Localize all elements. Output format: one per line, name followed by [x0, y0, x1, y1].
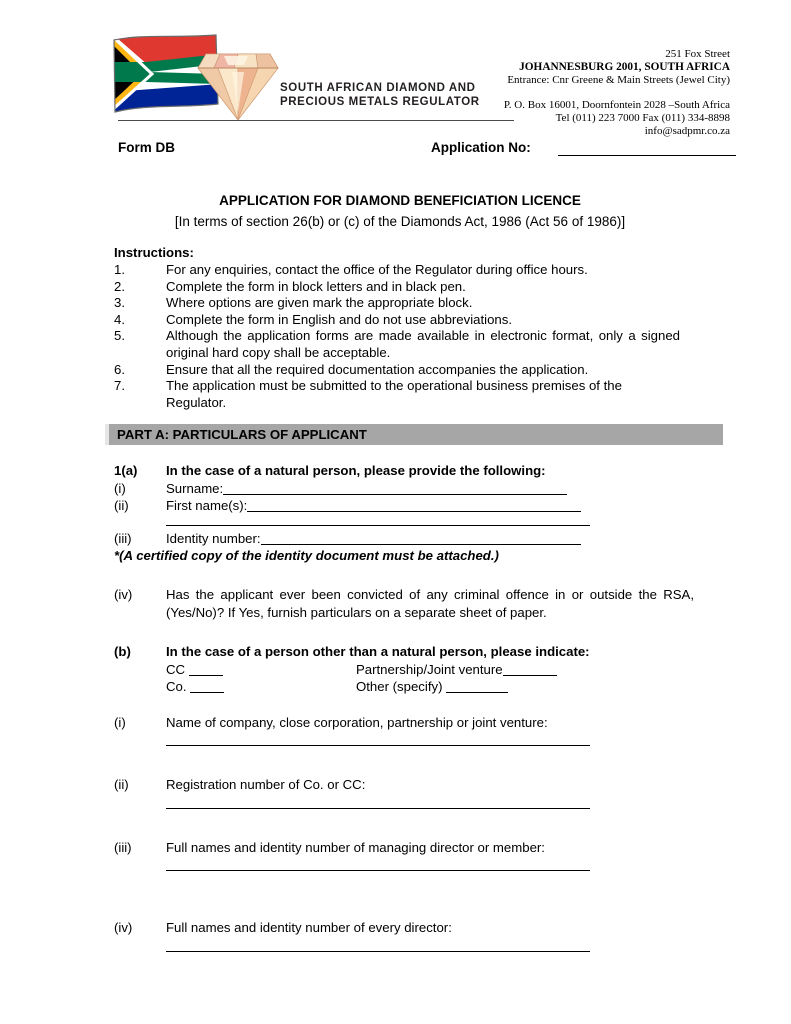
layout-spacer — [114, 871, 694, 901]
question-every-director — [114, 919, 694, 937]
application-no-field[interactable] — [558, 155, 736, 156]
address-block — [430, 48, 730, 138]
partnership-checkbox-line[interactable] — [503, 662, 557, 676]
diamond-icon — [190, 32, 286, 124]
instruction-text: Ensure that all the required documentation accompanies the application. — [166, 361, 589, 377]
application-no-label: Application No: — [431, 140, 531, 155]
question-tag: (b) — [114, 644, 131, 659]
instruction-number: 3. — [114, 295, 125, 311]
page-title: APPLICATION FOR DIAMOND BENEFICIATION LICENCE — [219, 193, 581, 208]
field-tag: (ii) — [114, 498, 129, 513]
field-identity-number — [114, 530, 694, 548]
field-surname — [114, 480, 694, 498]
address-email: info@sadpmr.co.za — [644, 125, 730, 138]
instruction-item — [114, 279, 680, 296]
layout-spacer — [114, 901, 694, 919]
instruction-number: 7. — [114, 378, 125, 394]
field-label: Identity number: — [166, 530, 261, 546]
organisation-name-line2: PRECIOUS METALS REGULATOR — [280, 95, 480, 108]
question-registration-number — [114, 776, 694, 794]
instruction-item — [114, 262, 680, 279]
instruction-item — [114, 378, 680, 411]
option-label: Other (specify) — [356, 679, 443, 694]
instruction-number: 4. — [114, 311, 125, 327]
question-tag: (iv) — [114, 920, 133, 935]
question-1b — [114, 643, 694, 661]
option-label: Co. — [166, 679, 187, 694]
layout-spacer — [114, 794, 694, 808]
instruction-text: Complete the form in English and do not use abbreviations. — [166, 311, 513, 327]
option-label: Partnership/Joint venture — [356, 661, 503, 677]
question-conviction — [114, 586, 694, 621]
instruction-item — [114, 295, 680, 312]
instruction-text: The application must be submitted to the operational business premises of the Regulator. — [166, 378, 622, 410]
letterhead — [0, 0, 791, 138]
instructions-heading: Instructions: — [114, 245, 194, 260]
entity-type-options — [166, 661, 596, 696]
field-tag: (iii) — [114, 530, 132, 546]
question-managing-director — [114, 839, 694, 857]
entity-type-column-right — [356, 661, 596, 696]
instruction-item — [114, 328, 680, 361]
question-text: Has the applicant ever been convicted of any criminal offence in or outside the RSA, (Yes/No)? If Yes, furnish particulars on a separate sheet of paper. — [166, 587, 694, 620]
layout-spacer — [114, 731, 694, 745]
instruction-text: For any enquiries, contact the office of the Regulator during office hours. — [166, 262, 588, 277]
cc-checkbox-line[interactable] — [189, 662, 223, 676]
question-label: Name of company, close corporation, partnership or joint venture: — [166, 714, 548, 730]
instructions-section — [114, 245, 680, 411]
option-co — [166, 678, 356, 696]
field-label: First name(s): — [166, 498, 248, 513]
option-label: CC — [166, 661, 186, 677]
part-a-header-label: PART A: PARTICULARS OF APPLICANT — [117, 427, 367, 442]
question-tag: (iii) — [114, 839, 132, 855]
question-prompt: In the case of a natural person, please provide the following: — [166, 463, 546, 478]
option-other — [356, 678, 596, 696]
form-identifier-row — [118, 140, 718, 160]
layout-spacer — [114, 856, 694, 870]
address-street: 251 Fox Street — [665, 48, 730, 60]
question-tag: (i) — [114, 714, 126, 730]
question-tag: 1(a) — [114, 463, 138, 478]
layout-spacer — [114, 937, 694, 951]
instruction-text: Although the application forms are made available in electronic format, only a signed original hard copy shall be acceptable. — [166, 328, 680, 360]
identity-document-note: *(A certified copy of the identity document must be attached.) — [114, 548, 499, 563]
every-director-input[interactable] — [166, 951, 590, 952]
layout-spacer — [114, 696, 694, 714]
instruction-text: Complete the form in block letters and in black pen. — [166, 278, 466, 294]
page-subtitle: [In terms of section 26(b) or (c) of the Diamonds Act, 1986 (Act 56 of 1986)] — [174, 214, 626, 229]
question-prompt: In the case of a person other than a natural person, please indicate: — [166, 644, 590, 659]
field-first-names — [114, 497, 694, 515]
question-tag: (iv) — [114, 587, 133, 602]
address-postal: P. O. Box 16001, Doornfontein 2028 –South Africa — [503, 98, 730, 111]
form-code: Form DB — [118, 140, 175, 155]
layout-spacer — [114, 809, 694, 839]
instruction-number: 1. — [114, 262, 125, 277]
instruction-number: 2. — [114, 278, 125, 294]
question-label: Full names and identity number of managing director or member: — [166, 839, 545, 855]
organisation-name-line1: SOUTH AFRICAN DIAMOND AND — [280, 82, 476, 94]
instruction-text: Where options are given mark the appropriate block. — [166, 295, 473, 311]
layout-spacer — [114, 515, 694, 525]
layout-spacer — [114, 564, 694, 586]
address-entrance: Entrance: Cnr Greene & Main Streets (Jewel City) — [507, 74, 730, 87]
field-tag: (i) — [114, 480, 126, 496]
entity-type-column-left — [166, 661, 356, 696]
address-city: JOHANNESBURG 2001, SOUTH AFRICA — [519, 61, 730, 74]
address-phone: Tel (011) 223 7000 Fax (011) 334-8898 — [555, 111, 730, 124]
identity-number-input[interactable] — [261, 531, 581, 545]
question-tag: (ii) — [114, 777, 129, 792]
instruction-number: 6. — [114, 361, 125, 377]
question-label: Full names and identity number of every director: — [166, 920, 452, 935]
question-1a — [114, 462, 694, 480]
part-a-body — [114, 462, 694, 952]
surname-input[interactable] — [223, 481, 567, 495]
instruction-item — [114, 362, 680, 379]
option-partnership — [356, 661, 596, 679]
other-specify-input[interactable] — [446, 679, 508, 693]
option-cc — [166, 661, 356, 679]
field-label: Surname: — [166, 480, 224, 496]
part-a-header — [105, 424, 723, 445]
co-checkbox-line[interactable] — [190, 679, 224, 693]
question-label: Registration number of Co. or CC: — [166, 777, 366, 792]
first-names-input[interactable] — [247, 498, 581, 512]
layout-spacer — [114, 621, 694, 643]
document-title-block — [100, 192, 700, 231]
instruction-item — [114, 312, 680, 329]
question-company-name — [114, 714, 694, 732]
instruction-number: 5. — [114, 328, 125, 344]
layout-spacer — [114, 746, 694, 776]
